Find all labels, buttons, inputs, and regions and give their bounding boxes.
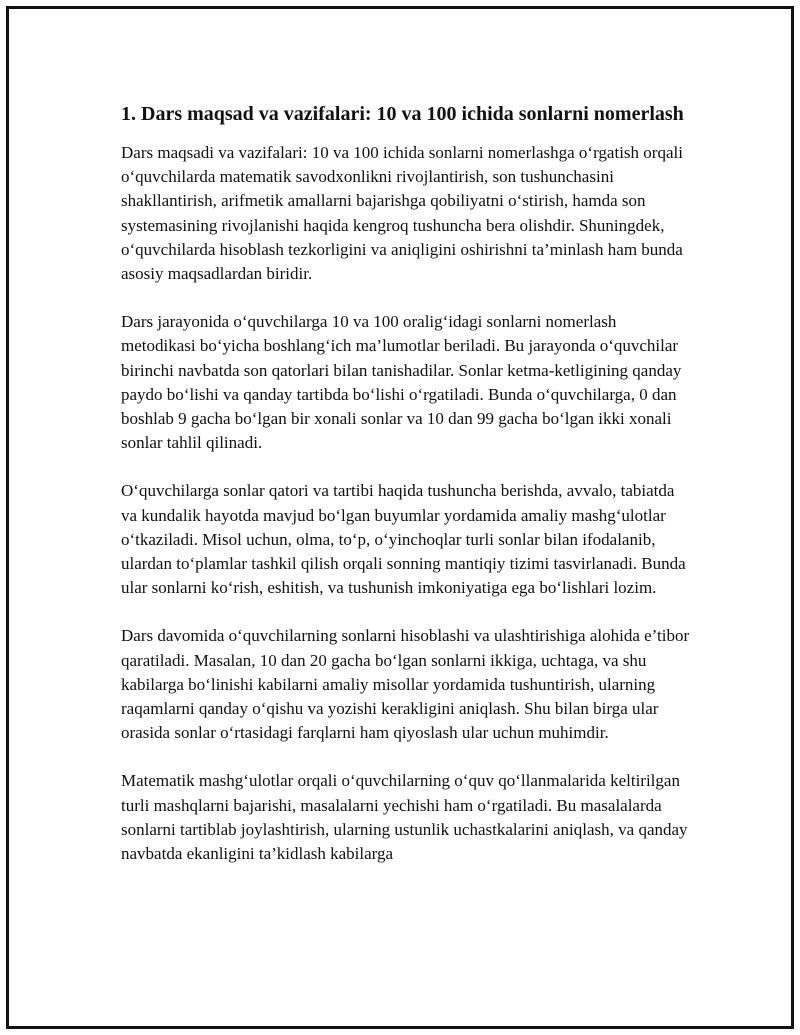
paragraph-3: O‘quvchilarga sonlar qatori va tartibi haqida tushuncha berishda, avvalo, tabiatda va kundalik hayotda mavjud bo‘lgan buyumlar yordamida amaliy mashg‘ulotlar o‘tkaziladi. Misol uchun, olma, to‘p, o‘yinchoqlar turli sonlar bilan ifodalanib, ulardan to‘plamlar tashkil qilish orqali sonning mantiqiy tizimi tasvirlanadi. Bunda ular sonlarni ko‘rish, eshitish, va tushunish imkoniyatiga ega bo‘lishlari lozim. (121, 481, 686, 598)
paragraph-1: Dars maqsadi va vazifalari: 10 va 100 ichida sonlarni nomerlashga o‘rgatish orqali o‘quvchilarda matematik savodxonlikni rivojlantirish, son tushunchasini shakllantirish, arifmetik amallarni bajarishga qobiliyatni o‘stirish, hamda son systemasining rivojlanishi haqida kengroq tushuncha bera olishdir. Shuningdek, o‘quvchilarda hisoblash tezkorligini va aniqligini oshirishni ta’minlash ham bunda asosiy maqsadlardan biridir. (121, 143, 683, 284)
page-frame (6, 6, 794, 1029)
paragraph-4: Dars davomida o‘quvchilarning sonlarni hisoblashi va ulashtirishiga alohida e’tibor qaratiladi. Masalan, 10 dan 20 gacha bo‘lgan sonlarni ikkiga, uchtaga, va shu kabilarga bo‘linishi kabilarni amaliy misollar yordamida tushuntirish, ularning raqamlarni qanday o‘qishu va yozishi kerakligini aniqlash. Shu bilan birga ular orasida sonlar o‘rtasidagi farqlarni ham qiyoslash ular uchun muhimdir. (121, 626, 690, 743)
document-content (121, 101, 693, 890)
paragraph-2: Dars jarayonida o‘quvchilarga 10 va 100 oralig‘idagi sonlarni nomerlash metodikasi bo‘yicha boshlang‘ich ma’lumotlar beriladi. Bu jarayonda o‘quvchilar birinchi navbatda son qatorlari bilan tanishadilar. Sonlar ketma-ketligining qanday paydo bo‘lishi va qanday tartibda bo‘lishi o‘rgatiladi. Bunda o‘quvchilarga, 0 dan boshlab 9 gacha bo‘lgan bir xonali sonlar va 10 dan 99 gacha bo‘lgan ikki xonali sonlar tahlil qilinadi. (121, 312, 682, 453)
section-heading: 1. Dars maqsad va vazifalari: 10 va 100 ichida sonlarni nomerlash (121, 103, 684, 125)
paragraph-5: Matematik mashg‘ulotlar orqali o‘quvchilarning o‘quv qo‘llanmalarida keltirilgan turli mashqlarni bajarishi, masalalarni yechishi ham o‘rgatiladi. Bu masalalarda sonlarni tartiblab joylashtirish, ularning ustunlik uchastkalarini aniqlash, va qanday navbatda ekanligini ta’kidlash kabilarga (121, 771, 688, 864)
